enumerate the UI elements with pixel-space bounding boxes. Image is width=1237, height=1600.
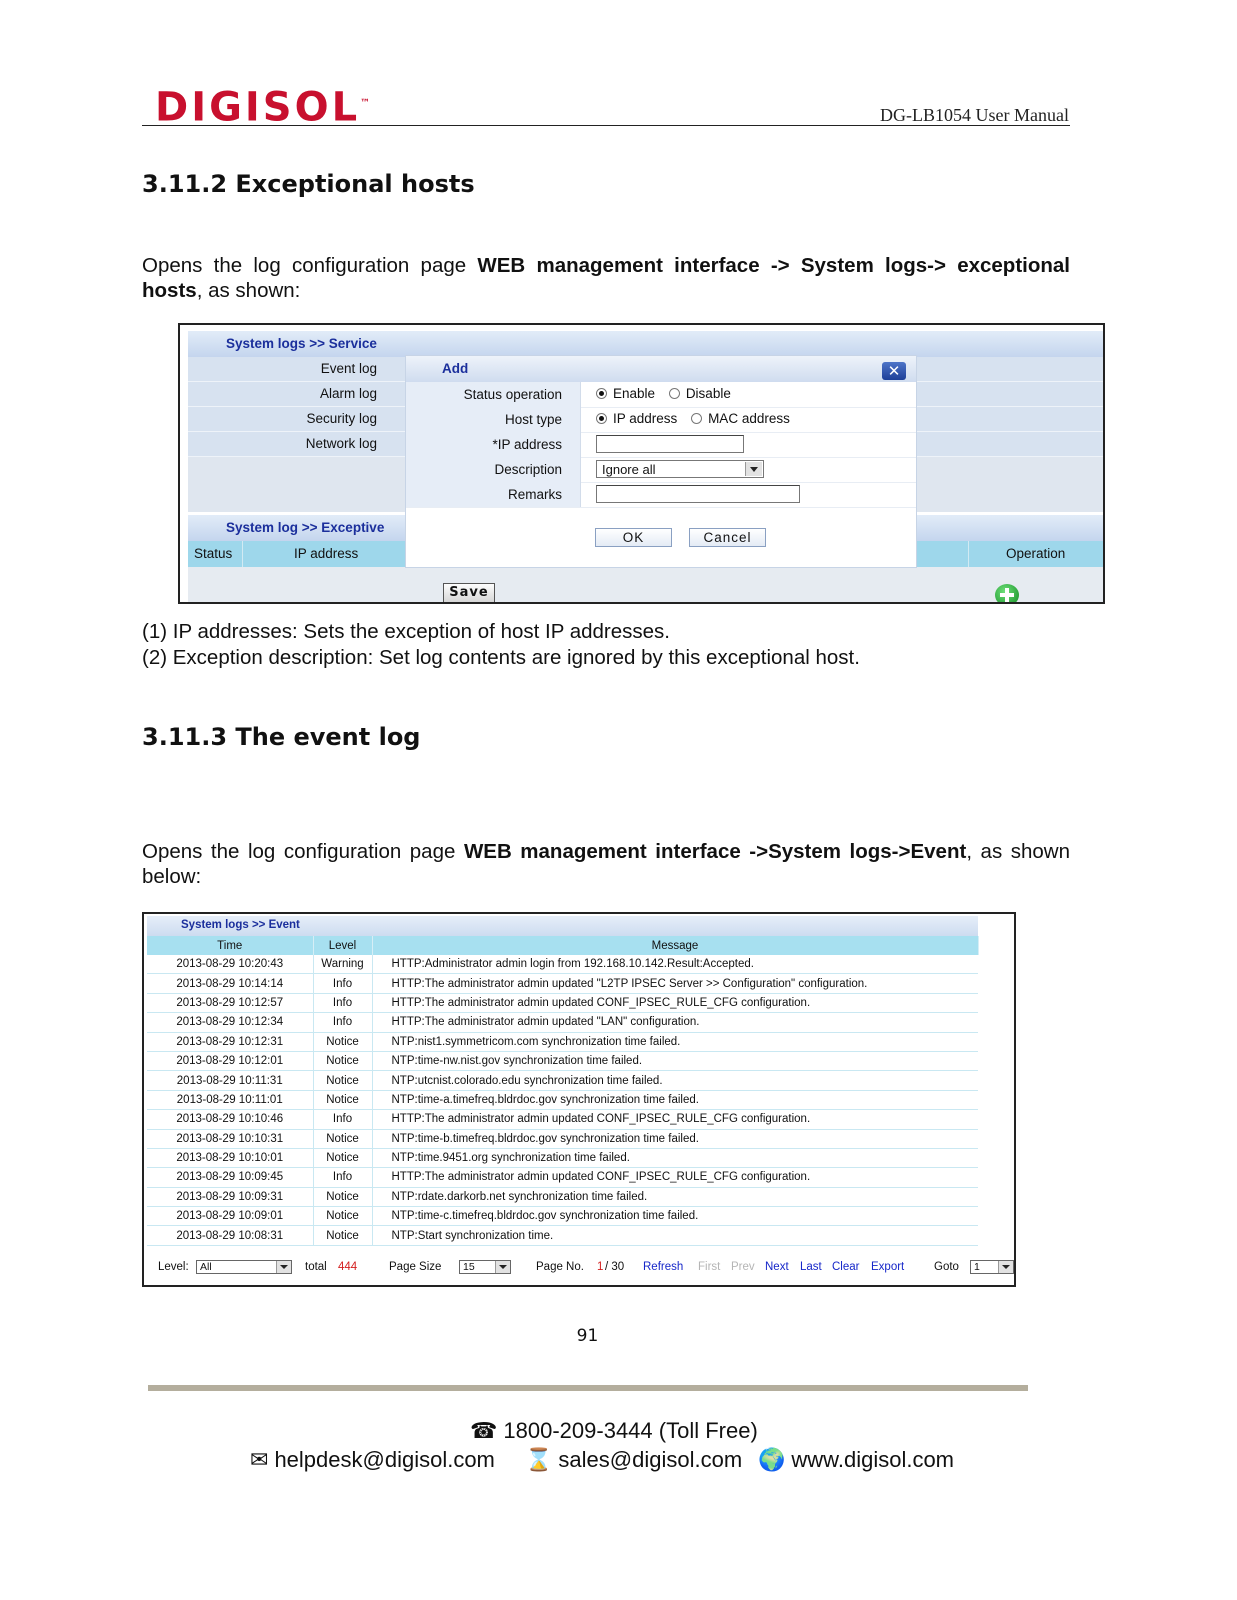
right-row (917, 382, 1105, 407)
row-time: 2013-08-29 10:08:31 (147, 1226, 313, 1245)
row-time: 2013-08-29 10:12:01 (147, 1051, 313, 1070)
goto-select[interactable] (970, 1260, 1014, 1274)
clear-link[interactable]: Clear (832, 1261, 860, 1273)
chevron-down-icon (495, 1261, 510, 1273)
footer-divider (148, 1385, 1028, 1391)
exceptional-hosts-screenshot (178, 323, 1105, 604)
col-level: Level (313, 936, 372, 955)
close-icon[interactable]: ✕ (882, 362, 906, 380)
label-ip-address: IP address (613, 411, 678, 426)
label-status-operation: Status operation (463, 387, 562, 402)
description-select[interactable] (596, 460, 764, 478)
row-time: 2013-08-29 10:09:45 (147, 1168, 313, 1187)
row-level: Info (313, 993, 372, 1012)
hourglass-icon: ⌛ (525, 1448, 553, 1473)
add-dialog (405, 355, 917, 568)
row-level: Info (313, 974, 372, 993)
website-link[interactable]: www.digisol.com (791, 1447, 955, 1472)
ok-button[interactable]: OK (595, 528, 672, 547)
refresh-link[interactable]: Refresh (643, 1261, 684, 1273)
header-divider (142, 125, 1070, 126)
page-no-label: Page No. (536, 1261, 584, 1273)
row-message: NTP:Start synchronization time. (372, 1226, 978, 1245)
chevron-down-icon (745, 462, 762, 476)
row-message: HTTP:The administrator admin updated CONF_IPSEC_RULE_CFG configuration. (372, 1168, 978, 1187)
table-row (147, 974, 978, 993)
row-message: NTP:time-nw.nist.gov synchronization time failed. (372, 1051, 978, 1070)
row-time: 2013-08-29 10:09:01 (147, 1207, 313, 1226)
table-row (147, 1071, 978, 1090)
row-time: 2013-08-29 10:12:31 (147, 1032, 313, 1051)
table-row (147, 993, 978, 1012)
right-row (917, 357, 1105, 382)
section1-intro: Opens the log configuration page WEB management interface -> System logs-> exceptional hosts, as shown: (142, 254, 1070, 302)
table-row (147, 1013, 978, 1032)
row-message: NTP:time-b.timefreq.bldrdoc.gov synchronization time failed. (372, 1129, 978, 1148)
col-separator (242, 541, 243, 567)
row-level: Info (313, 1168, 372, 1187)
row-message: NTP:time.9451.org synchronization time failed. (372, 1148, 978, 1167)
goto-label: Goto (934, 1261, 959, 1273)
row-time: 2013-08-29 10:10:31 (147, 1129, 313, 1148)
chevron-down-icon (998, 1261, 1013, 1273)
section-heading-exceptional-hosts: 3.11.2 Exceptional hosts (142, 170, 475, 198)
label-description: Description (494, 462, 562, 477)
exceptive-table-footer (188, 567, 1105, 604)
label-host-type: Host type (504, 412, 562, 427)
page-size-label: Page Size (389, 1261, 442, 1273)
dialog-title: Add (442, 361, 469, 376)
col-ip-address: IP address (294, 546, 359, 561)
row-time: 2013-08-29 10:14:14 (147, 974, 313, 993)
point-exception-description: (2) Exception description: Set log contents are ignored by this exceptional host. (142, 646, 860, 669)
ip-address-input[interactable] (596, 435, 744, 453)
table-row (147, 1032, 978, 1051)
row-time: 2013-08-29 10:10:46 (147, 1110, 313, 1129)
sales-email[interactable]: sales@digisol.com (558, 1447, 743, 1472)
section-heading-event-log: 3.11.3 The event log (142, 723, 421, 751)
description-value: Ignore all (602, 462, 656, 477)
helpdesk-email[interactable]: helpdesk@digisol.com (274, 1447, 495, 1472)
row-message: NTP:rdate.darkorb.net synchronization time failed. (372, 1187, 978, 1206)
service-title-bar: System logs >> Service (188, 331, 1105, 357)
row-level: Notice (313, 1187, 372, 1206)
table-row (147, 1187, 978, 1206)
page-size-select[interactable] (459, 1260, 511, 1274)
menu-security-log[interactable]: Security log (188, 407, 405, 432)
row-level: Notice (313, 1207, 372, 1226)
cancel-button[interactable]: Cancel (689, 528, 766, 547)
menu-event-log[interactable]: Event log (188, 357, 405, 382)
table-row (147, 1226, 978, 1245)
col-time: Time (147, 936, 313, 955)
table-row (147, 1207, 978, 1226)
prev-link[interactable]: Prev (731, 1261, 755, 1273)
row-level: Info (313, 1013, 372, 1032)
label-disable: Disable (685, 386, 731, 401)
radio-ip-address[interactable] (596, 413, 607, 424)
page-size-value: 15 (463, 1261, 475, 1273)
row-time: 2013-08-29 10:10:01 (147, 1148, 313, 1167)
dialog-title-bar (406, 356, 916, 382)
label-remarks: Remarks (507, 487, 562, 502)
label-enable: Enable (613, 386, 656, 401)
section2-intro: Opens the log configuration page WEB management interface ->System logs->Event, as shown below: (142, 840, 1070, 888)
save-button[interactable]: Save (443, 583, 495, 603)
col-separator (968, 541, 969, 567)
col-operation: Operation (1006, 546, 1066, 561)
row-time: 2013-08-29 10:12:57 (147, 993, 313, 1012)
event-title-bar: System logs >> Event (147, 916, 978, 937)
next-link[interactable]: Next (765, 1261, 789, 1273)
goto-value: 1 (974, 1261, 980, 1273)
exceptive-title-bar: System log >> Exceptive (188, 515, 1105, 541)
row-level: Notice (313, 1226, 372, 1245)
col-message: Message (372, 936, 978, 955)
right-filler (917, 457, 1105, 512)
radio-enable[interactable] (596, 388, 607, 399)
export-link[interactable]: Export (871, 1261, 905, 1273)
table-row (147, 1051, 978, 1070)
helpdesk-contact (250, 1447, 495, 1473)
row-level: Notice (313, 1148, 372, 1167)
row-level: Notice (313, 1090, 372, 1109)
menu-filler (188, 457, 405, 512)
row-status-operation (406, 382, 916, 408)
table-row (147, 1148, 978, 1167)
table-row (147, 955, 978, 974)
row-level: Notice (313, 1032, 372, 1051)
level-select[interactable] (196, 1260, 292, 1274)
row-time: 2013-08-29 10:20:43 (147, 955, 313, 974)
menu-alarm-log[interactable]: Alarm log (188, 382, 405, 407)
col-status: Status (194, 546, 233, 561)
row-message: HTTP:The administrator admin updated "L2TP IPSEC Server >> Configuration" configuration. (372, 974, 978, 993)
page-number: 91 (576, 1326, 599, 1346)
row-level: Info (313, 1110, 372, 1129)
level-value: All (200, 1261, 212, 1273)
row-message: NTP:time-a.timefreq.bldrdoc.gov synchronization time failed. (372, 1090, 978, 1109)
row-message: NTP:nist1.symmetricom.com synchronization time failed. (372, 1032, 978, 1051)
row-time: 2013-08-29 10:11:31 (147, 1071, 313, 1090)
row-message: NTP:utcnist.colorado.edu synchronization time failed. (372, 1071, 978, 1090)
row-remarks (406, 482, 916, 508)
phone-contact: ☎ 1800-209-3444 (Toll Free) (470, 1418, 758, 1444)
sales-contact (525, 1447, 742, 1473)
manual-title: DG-LB1054 User Manual (880, 105, 1069, 125)
label-mac-address: MAC address (708, 411, 790, 426)
event-log-screenshot (142, 912, 1016, 1287)
page-total: / 30 (605, 1261, 625, 1273)
menu-network-log[interactable]: Network log (188, 432, 405, 457)
row-time: 2013-08-29 10:11:01 (147, 1090, 313, 1109)
point-ip-addresses: (1) IP addresses: Sets the exception of host IP addresses. (142, 620, 670, 643)
row-time: 2013-08-29 10:12:34 (147, 1013, 313, 1032)
row-message: HTTP:The administrator admin updated CONF_IPSEC_RULE_CFG configuration. (372, 1110, 978, 1129)
row-time: 2013-08-29 10:09:31 (147, 1187, 313, 1206)
row-message: HTTP:The administrator admin updated CONF_IPSEC_RULE_CFG configuration. (372, 993, 978, 1012)
row-message: HTTP:The administrator admin updated "LAN" configuration. (372, 1013, 978, 1032)
radio-mac-address[interactable] (691, 413, 702, 424)
phone-icon: ☎ (470, 1419, 498, 1444)
page-current: 1 (597, 1261, 604, 1273)
mail-icon: ✉ (250, 1448, 269, 1473)
table-row (147, 1168, 978, 1187)
row-ip-address (406, 432, 916, 458)
row-level: Notice (313, 1051, 372, 1070)
first-link[interactable]: First (698, 1261, 721, 1273)
total-label: total (305, 1261, 327, 1273)
row-level: Notice (313, 1129, 372, 1148)
total-count: 444 (338, 1261, 358, 1273)
chevron-down-icon (276, 1261, 291, 1273)
digisol-logo: DIGISOL™ (155, 84, 371, 131)
row-host-type (406, 407, 916, 433)
table-row (147, 1129, 978, 1148)
radio-disable[interactable] (669, 388, 680, 399)
level-label: Level: (158, 1261, 189, 1273)
add-icon[interactable] (995, 584, 1019, 604)
right-row (917, 432, 1105, 457)
row-message: NTP:time-c.timefreq.bldrdoc.gov synchronization time failed. (372, 1207, 978, 1226)
row-message: HTTP:Administrator admin login from 192.168.10.142.Result:Accepted. (372, 955, 978, 974)
globe-icon: 🌍 (758, 1448, 786, 1473)
row-level: Notice (313, 1071, 372, 1090)
remarks-input[interactable] (596, 485, 800, 503)
row-description (406, 457, 916, 483)
label-ip-address-field: *IP address (492, 437, 562, 452)
right-row (917, 407, 1105, 432)
last-link[interactable]: Last (800, 1261, 822, 1273)
table-row (147, 1090, 978, 1109)
row-level: Warning (313, 955, 372, 974)
event-log-table (147, 936, 979, 1246)
event-log-pager (144, 1256, 1014, 1280)
table-row (147, 1110, 978, 1129)
website-contact (758, 1447, 954, 1473)
